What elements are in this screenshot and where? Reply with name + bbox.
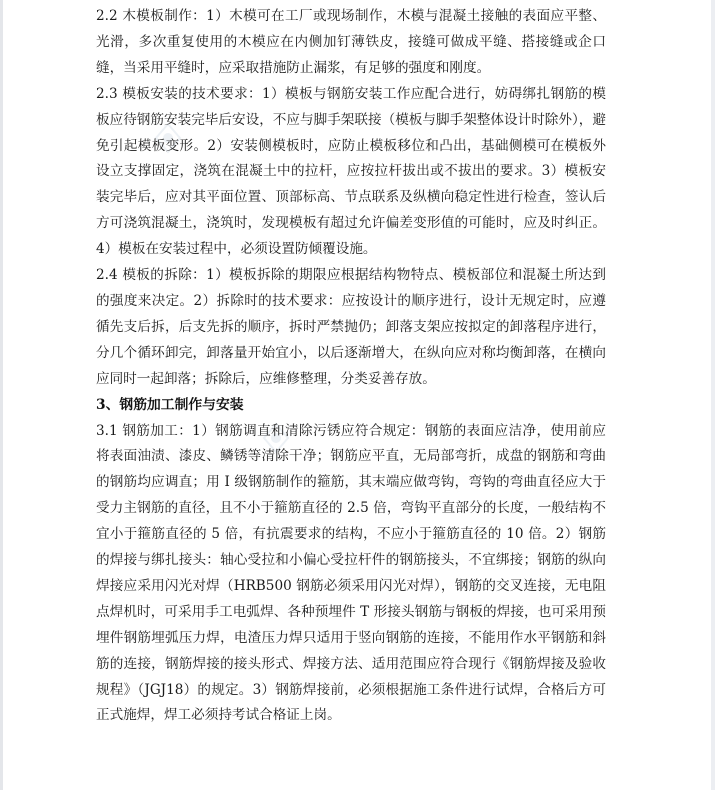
section-2-3-paragraph: 2.3 模板安装的技术要求：1）模板与钢筋安装工作应配合进行，妨碍绑扎钢筋的模板应待钢筋安装完毕后安设，不应与脚手架联接（模板与脚手架整体设计时除外），避免引起模板变形。2）安装侧模板时，应防止模板移位和凸出，基础侧模可在模板外设立支撑固定，浇筑在混凝土中的拉杆，应按拉杆拔出或不拔出的要求。3）模板安装完毕后，应对其平面位置、顶部标高、节点联系及纵横向稳定性进行检查，签认后方可浇筑混凝土，浇筑时，发现模板有超过允许偏差变形值的可能时，应及时纠正。4）模板在安装过程中，必须设置防倾覆设施。 <box>96 85 606 258</box>
section-3-1-paragraph: 3.1 钢筋加工：1）钢筋调直和清除污锈应符合规定：钢筋的表面应洁净，使用前应将表面油渍、漆皮、鳞锈等清除干净；钢筋应平直，无局部弯折，成盘的钢筋和弯曲的钢筋均应调直；用 I 级钢筋制作的箍筋，其末端应做弯钩，弯钩的弯曲直径应大于受力主钢筋的直径，且不小于箍筋直径的 2.5 倍，弯钩平直部分的长度，一般结构不宜小于箍筋直径的 5 倍，有抗震要求的结构，不应小于箍筋直径的 10 倍。2）钢筋的焊接与绑扎接头：轴心受拉和小偏心受拉杆件的钢筋接头，不宜绑接；钢筋的纵向焊接应采用闪光对焊（HRB500 钢筋必须采用闪光对焊），钢筋的交叉连接，无电阻点焊机时，可采用手工电弧焊、各种预埋件 T 形接头钢筋与钢板的焊接，也可采用预埋件钢筋埋弧压力焊，电渣压力焊只适用于竖向钢筋的连接，不能用作水平钢筋和斜筋的连接，钢筋焊接的接头形式、焊接方法、适用范围应符合现行《钢筋焊接及验收规程》（JGJ18）的规定。3）钢筋焊接前，必须根据施工条件进行试焊，合格后方可正式施焊，焊工必须持考试合格证上岗。 <box>96 422 606 724</box>
section-3-heading: 3、钢筋加工制作与安装 <box>96 396 244 413</box>
section-2-2-paragraph: 2.2 木模板制作：1）木模可在工厂或现场制作，木模与混凝土接触的表面应平整、光滑，多次重复使用的木模应在内侧加钉薄铁皮，接缝可做成平缝、搭接缝或企口缝，当采用平缝时，应采取措施防止漏浆，有足够的强度和刚度。 <box>96 8 606 76</box>
page-right-edge <box>711 0 715 790</box>
section-2-4-paragraph: 2.4 模板的拆除：1）模板拆除的期限应根据结构物特点、模板部位和混凝土所达到的强度来决定。2）拆除时的技术要求：应按设计的顺序进行，设计无规定时，应遵循先支后拆，后支先拆的顺序，拆时严禁抛仍；卸落支架应按拟定的卸落程序进行，分几个循环卸完，卸落量开始宜小，以后逐渐增大，在纵向应对称均衡卸落，在横向应同时一起卸落；拆除后，应维修整理，分类妥善存放。 <box>96 267 606 387</box>
page-left-edge <box>0 0 3 790</box>
document-body <box>96 4 606 729</box>
